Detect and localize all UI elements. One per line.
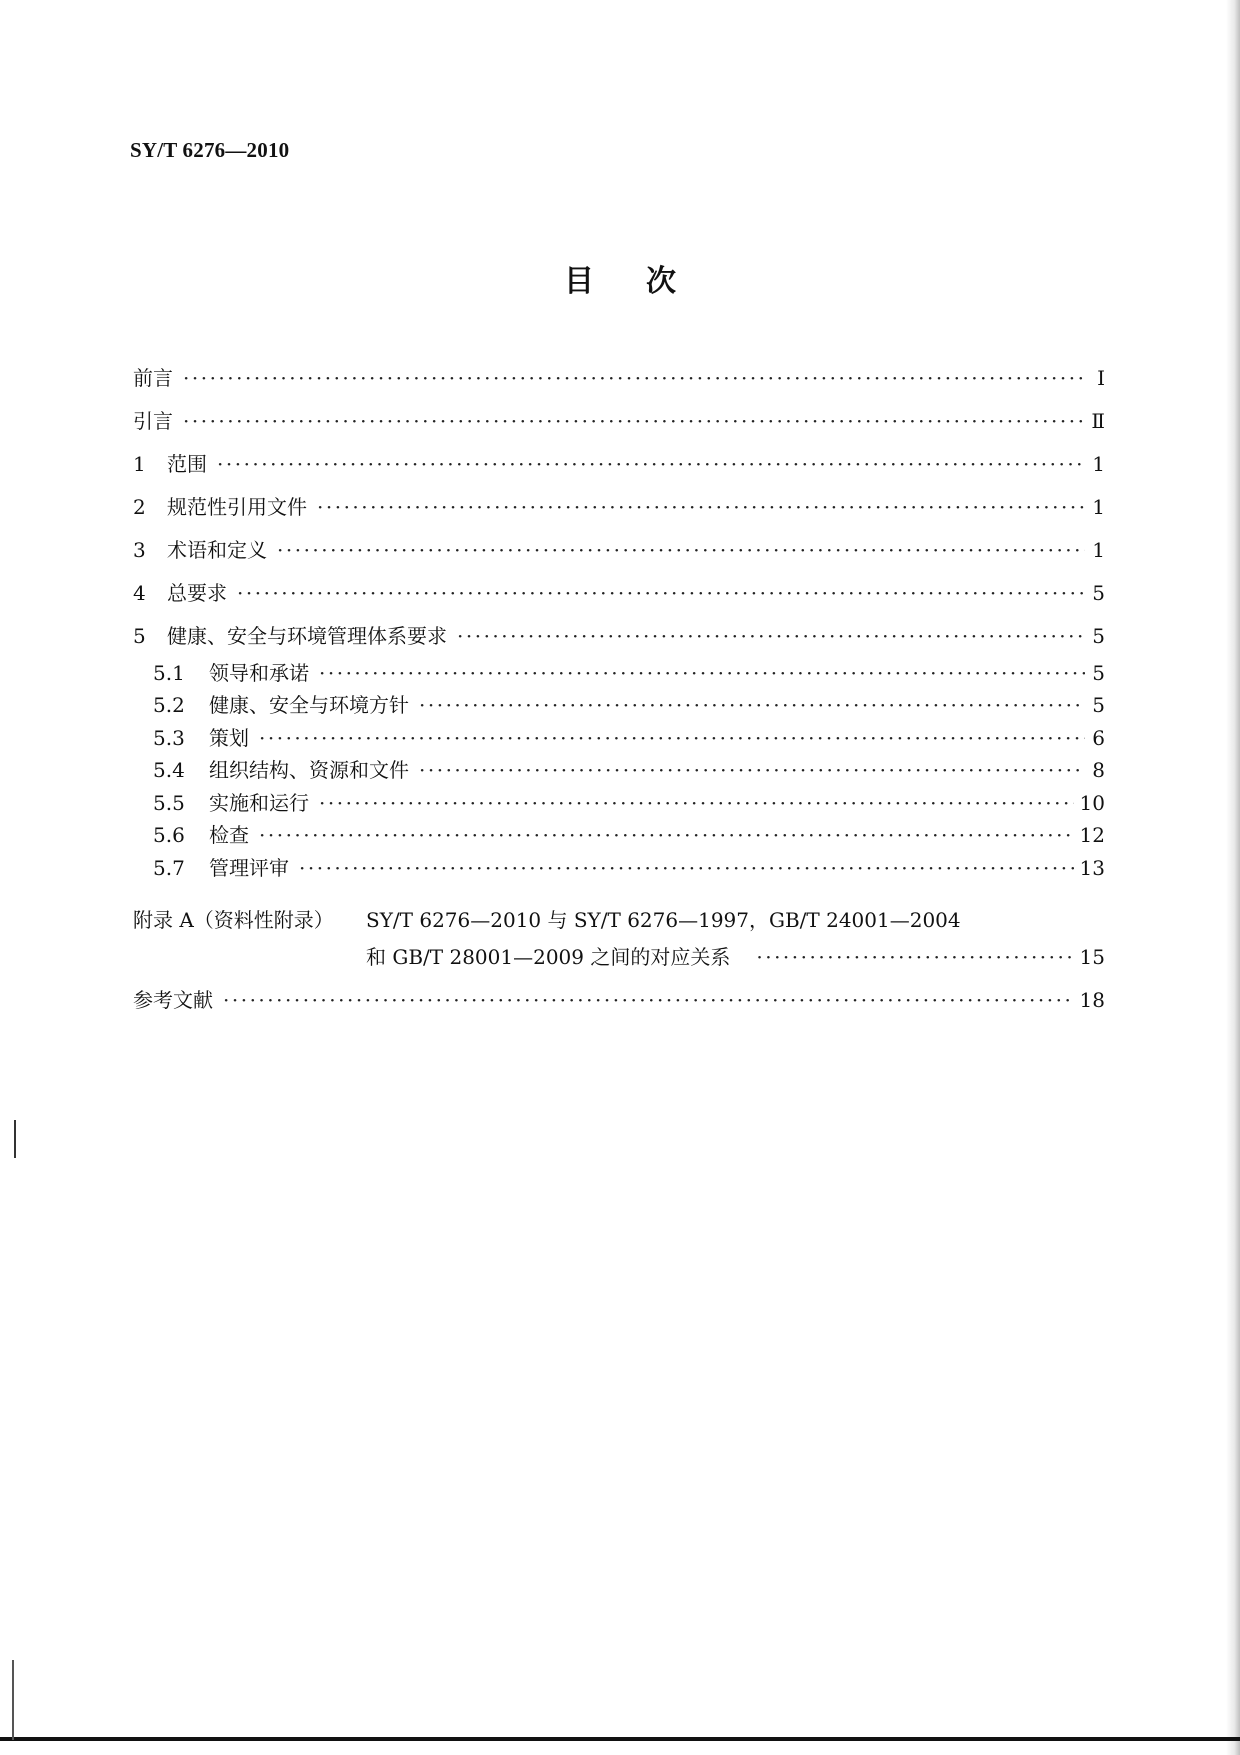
toc-entry-label: 检查 xyxy=(209,823,249,847)
toc-entry-2[interactable] xyxy=(133,494,1105,520)
toc-entry-page: 5 xyxy=(1092,581,1105,605)
appendix-title-line1: SY/T 6276—2010 与 SY/T 6276—1997，GB/T 24001—2004 xyxy=(366,908,961,932)
toc-entry-5-4[interactable] xyxy=(153,757,1105,783)
scan-mark xyxy=(14,1120,16,1158)
toc-entry-label: 范围 xyxy=(167,452,207,476)
toc-entry-label: 总要求 xyxy=(167,581,227,605)
toc-entry-number: 3 xyxy=(133,538,146,562)
toc-entry-1[interactable] xyxy=(133,451,1105,477)
dot-leader xyxy=(217,451,1085,477)
toc-entry-5-1[interactable] xyxy=(153,660,1105,686)
dot-leader xyxy=(317,494,1085,520)
toc-entry-number: 5 xyxy=(133,624,146,648)
toc-entry-5[interactable] xyxy=(133,623,1105,649)
page-title: 目次 xyxy=(564,264,728,299)
dot-leader xyxy=(223,987,1074,1013)
appendix-title-line2: 和 GB/T 28001—2009 之间的对应关系 xyxy=(366,945,731,969)
dot-leader xyxy=(457,623,1085,649)
toc-entry-label: 健康、安全与环境管理体系要求 xyxy=(167,624,447,648)
toc-entry-page: Ⅱ xyxy=(1091,409,1105,433)
scan-mark xyxy=(12,1660,14,1740)
toc-entry-5-7[interactable] xyxy=(153,855,1105,881)
dot-leader xyxy=(277,537,1085,563)
toc-entry-number: 5.1 xyxy=(153,661,185,685)
toc-entry-page: 10 xyxy=(1079,791,1105,815)
document-code: SY/T 6276—2010 xyxy=(130,138,290,162)
toc-entry-page: 8 xyxy=(1092,758,1105,782)
toc-entry-label: 策划 xyxy=(209,726,249,750)
toc-entry-5-3[interactable] xyxy=(153,725,1105,751)
toc-entry-page: 5 xyxy=(1092,661,1105,685)
toc-entry-label: 实施和运行 xyxy=(209,791,309,815)
toc-entry-foreword[interactable] xyxy=(133,365,1105,391)
toc-entry-label: 领导和承诺 xyxy=(209,661,309,685)
toc-entry-number: 5.4 xyxy=(153,758,185,782)
toc-entry-page: 6 xyxy=(1092,726,1105,750)
scan-edge-bottom xyxy=(0,1737,1240,1741)
toc-entry-5-5[interactable] xyxy=(153,790,1105,816)
toc-entry-number: 4 xyxy=(133,581,146,605)
dot-leader xyxy=(183,365,1085,391)
dot-leader xyxy=(756,944,1073,970)
dot-leader xyxy=(299,855,1074,881)
toc-entry-page: 1 xyxy=(1092,452,1105,476)
toc-entry-label: 健康、安全与环境方针 xyxy=(209,693,409,717)
toc-entry-number: 1 xyxy=(133,452,146,476)
dot-leader xyxy=(319,660,1085,686)
toc-entry-page: 12 xyxy=(1079,823,1105,847)
dot-leader xyxy=(237,580,1085,606)
toc-entry-introduction[interactable] xyxy=(133,408,1105,434)
toc-entry-page: 15 xyxy=(1079,945,1105,969)
scan-edge-right xyxy=(1226,0,1240,1755)
toc-entry-number: 5.2 xyxy=(153,693,185,717)
toc-entry-number: 5.3 xyxy=(153,726,185,750)
toc-entry-number: 5.5 xyxy=(153,791,185,815)
dot-leader xyxy=(259,725,1085,751)
toc-entry-appendix-a-continued[interactable] xyxy=(366,944,1105,970)
toc-entry-label: 管理评审 xyxy=(209,856,289,880)
dot-leader xyxy=(259,822,1074,848)
toc-entry-references[interactable] xyxy=(133,987,1105,1013)
toc-entry-label: 前言 xyxy=(133,366,173,390)
toc-entry-appendix-a[interactable] xyxy=(133,907,1105,933)
toc-entry-label: 规范性引用文件 xyxy=(167,495,307,519)
appendix-label: 附录 A（资料性附录） xyxy=(133,908,334,932)
toc-entry-number: 5.6 xyxy=(153,823,185,847)
dot-leader xyxy=(319,790,1074,816)
toc-entry-label: 引言 xyxy=(133,409,173,433)
toc-entry-page: Ⅰ xyxy=(1097,366,1105,390)
toc-entry-page: 18 xyxy=(1079,988,1105,1012)
toc-entry-label: 组织结构、资源和文件 xyxy=(209,758,409,782)
toc-entry-page: 1 xyxy=(1092,538,1105,562)
toc-entry-page: 13 xyxy=(1079,856,1105,880)
toc-entry-page: 5 xyxy=(1092,624,1105,648)
toc-entry-5-2[interactable] xyxy=(153,692,1105,718)
dot-leader xyxy=(419,757,1085,783)
toc-entry-number: 5.7 xyxy=(153,856,185,880)
toc-entry-label: 术语和定义 xyxy=(167,538,267,562)
toc-entry-5-6[interactable] xyxy=(153,822,1105,848)
dot-leader xyxy=(183,408,1085,434)
toc-entry-label: 参考文献 xyxy=(133,988,213,1012)
dot-leader xyxy=(419,692,1085,718)
toc-entry-4[interactable] xyxy=(133,580,1105,606)
toc-entry-page: 1 xyxy=(1092,495,1105,519)
toc-entry-page: 5 xyxy=(1092,693,1105,717)
toc-entry-number: 2 xyxy=(133,495,146,519)
toc-entry-3[interactable] xyxy=(133,537,1105,563)
